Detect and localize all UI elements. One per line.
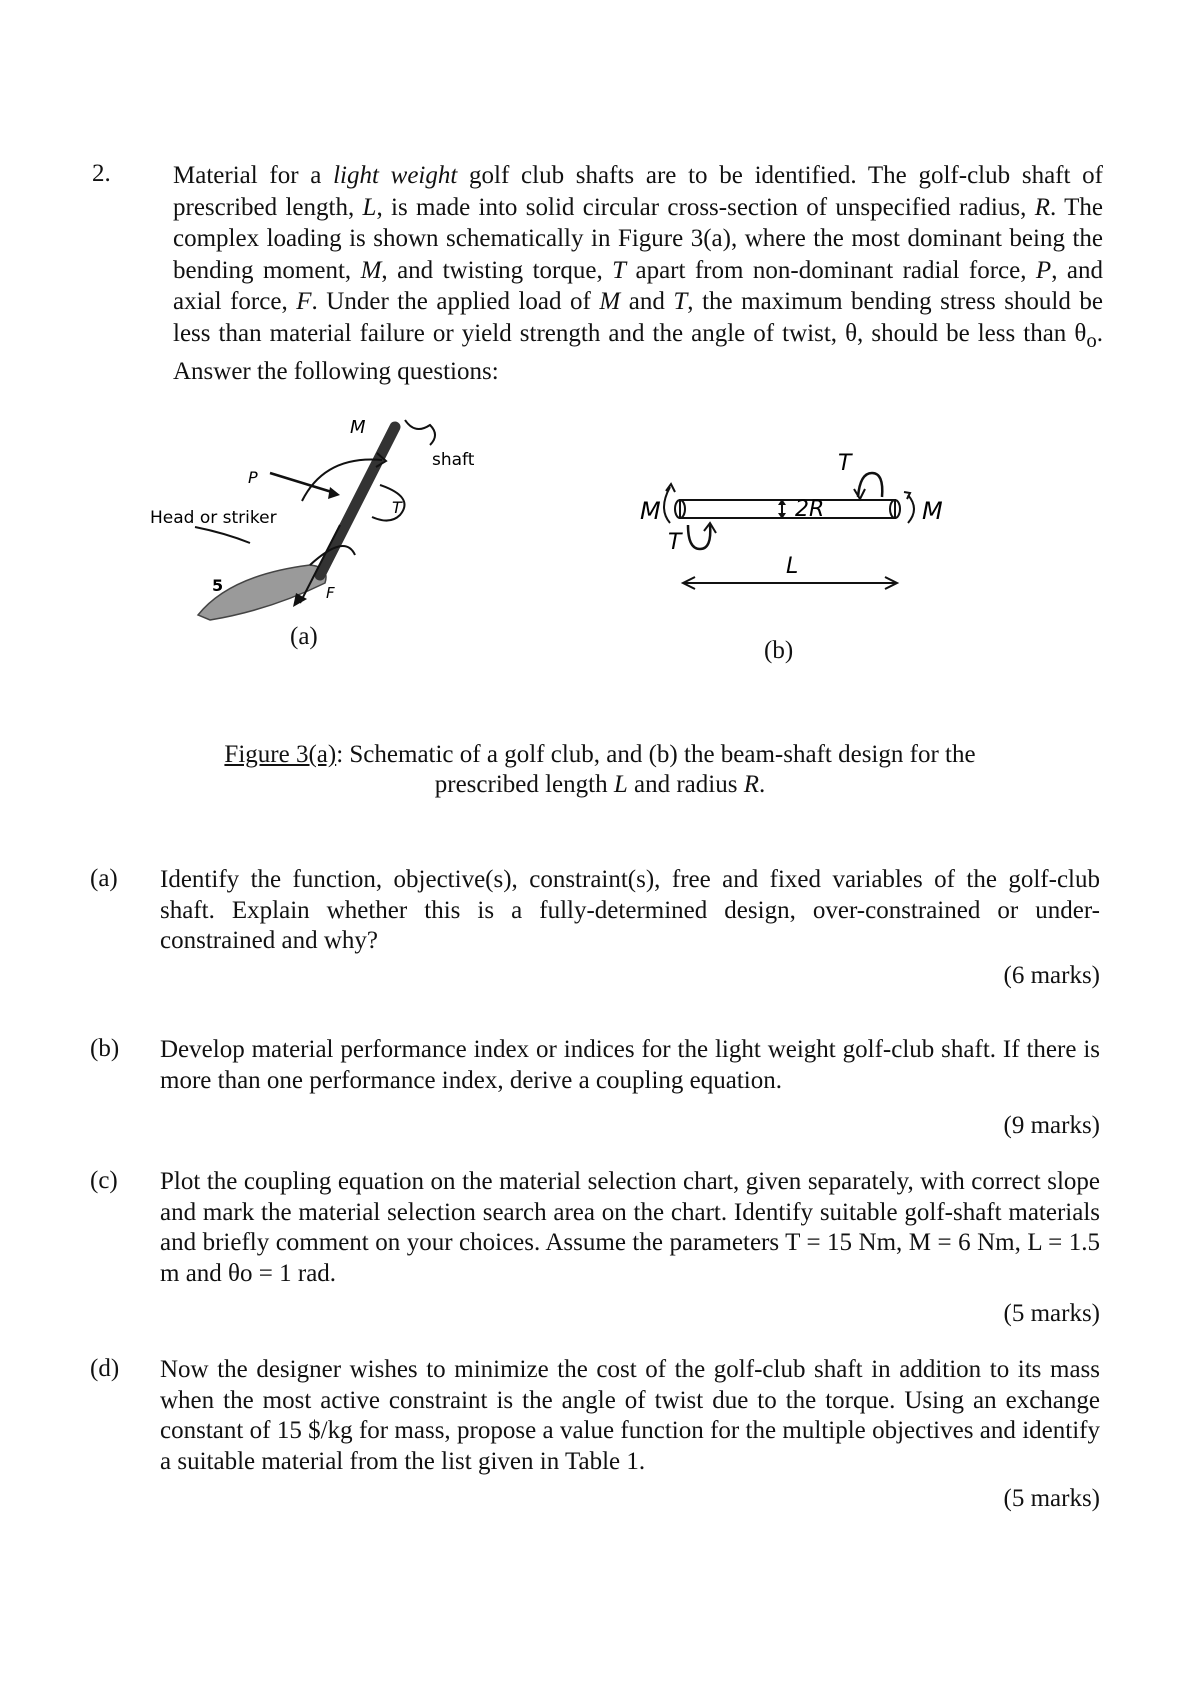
subquestion-d-label: (d) <box>90 1355 120 1382</box>
question-intro: Material for a light weight golf club shafts are to be identified. The golf-club shaft of prescribed length, L, is made into solid circular cross-section of unspecified radius, R. The complex loading is shown schematically in Figure 3(a), where the most dominant being the bending moment, M, and twisting torque, T apart from non-dominant radial force, P, and axial force, F. Under the applied load of M and T, the maximum bending stress should be less than material failure or yield strength and the angle of twist, θ, should be less than $\theta_o$. Answer the following questions: <box>173 162 1103 385</box>
figure-3 <box>150 415 1050 735</box>
subquestion-a-text: Identify the function, objective(s), constraint(s), free and fixed variables of the golf-club shaft. Explain whether this is a fully-determined design, over-constrained or under-constrained and why? <box>160 866 1100 954</box>
subquestion-c-label: (c) <box>90 1167 118 1194</box>
figure-3-drawing <box>150 415 1050 735</box>
caption-figure-ref: Figure 3(a) <box>224 741 337 768</box>
right-moment-bracket <box>908 495 914 523</box>
subquestion-a-label: (a) <box>90 865 118 892</box>
subquestion-c-marks: (5 marks) <box>1003 1300 1100 1327</box>
fig-b-text-2R: 2R <box>795 497 825 522</box>
fig-a-text-5: 5 <box>212 576 224 595</box>
fig-b-text-M-left: M <box>640 497 661 525</box>
question-number: 2. <box>92 160 111 187</box>
subquestion-b-marks: (9 marks) <box>1003 1112 1100 1139</box>
fig-a-text-T: T <box>392 498 402 517</box>
fig-a-text-F: F <box>326 584 335 602</box>
fig-a-text-P: P <box>248 468 258 487</box>
left-moment-bracket <box>664 487 670 523</box>
top-torque-loop <box>858 473 882 497</box>
figure-caption <box>150 740 1050 800</box>
figure-b-beam <box>640 451 943 589</box>
force-p-arrowhead <box>328 487 340 499</box>
fig-b-text-T-top: T <box>838 451 852 476</box>
head-pointer <box>195 527 250 543</box>
fig-a-text-head: Head or striker <box>150 508 277 528</box>
fig-b-text-M-right: M <box>922 497 943 525</box>
subquestion-a-marks: (6 marks) <box>1003 962 1100 989</box>
figure-a-label: (a) <box>290 623 318 650</box>
figure-a-golf-club <box>150 417 475 620</box>
fig-b-text-T-bottom: T <box>668 530 682 555</box>
caption-line-2: prescribed length L and radius R. <box>434 771 766 798</box>
subquestion-c-text: Plot the coupling equation on the material selection chart, given separately, with correct slope and mark the material selection search area on the chart. Identify suitable golf-shaft materials and briefly comment on your choices. Assume the parameters T = 15 Nm, M = 6 Nm, L = 1.5 m and θo = 1 rad. <box>160 1168 1100 1287</box>
force-p-arrow <box>270 473 335 493</box>
figure-b-label: (b) <box>764 637 794 664</box>
subquestion-d-marks: (5 marks) <box>1003 1485 1100 1512</box>
beam-rect <box>680 500 895 518</box>
subquestion-b-text: Develop material performance index or indices for the light weight golf-club shaft. If there is more than one performance index, derive a coupling equation. <box>160 1036 1100 1094</box>
fig-a-text-shaft: shaft <box>432 450 475 470</box>
subquestion-b-label: (b) <box>90 1035 120 1062</box>
shaft-pointer <box>405 420 435 445</box>
club-shaft-line <box>320 427 395 575</box>
fig-a-text-M: M <box>350 417 366 438</box>
fig-b-text-L: L <box>786 554 799 579</box>
caption-line-1: Figure 3(a): Schematic of a golf club, and (b) the beam-shaft design for the <box>224 741 976 768</box>
subquestion-d-text: Now the designer wishes to minimize the cost of the golf-club shaft in addition to its mass when the most active constraint is the angle of twist due to the torque. Using an exchange constant of 15 $/kg for mass, propose a value function for the multiple objectives and identify a suitable material from the list given in Table 1. <box>160 1356 1100 1475</box>
